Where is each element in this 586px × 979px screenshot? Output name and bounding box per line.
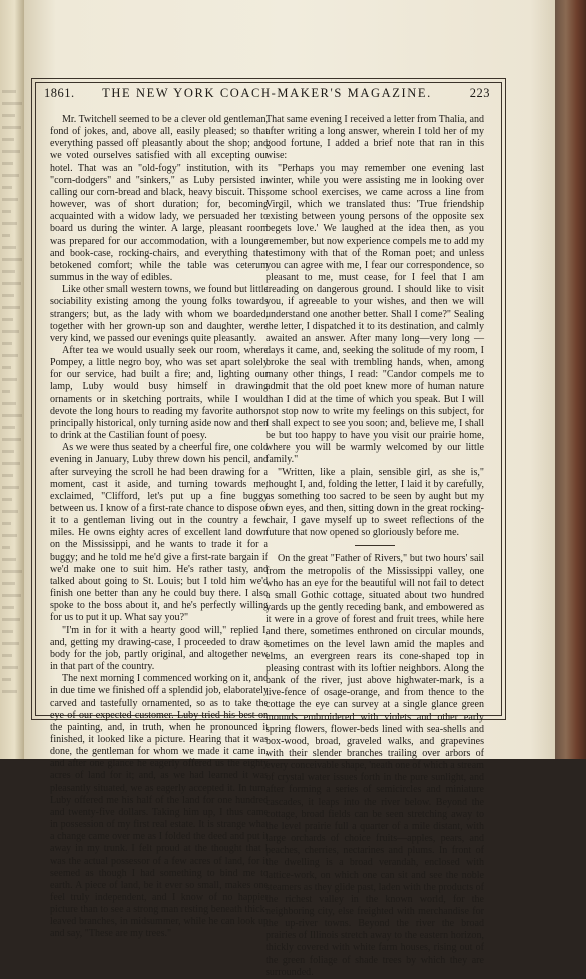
header-year: 1861. — [44, 86, 75, 100]
show-through-line — [2, 450, 14, 453]
right-column — [266, 114, 484, 979]
show-through-line — [2, 474, 13, 477]
paragraph: On the great "Father of Rivers," but two hours' sail from the metropolis of the Mississippi valley, one who has an eye for the beautiful will not fail to detect a small Gothic cottage, situated about two hundred yards up the gently receding bank, and embowered as it were in a grove of forest and fruit trees, while here and there, sometimes enthroned on circular mounds, sometimes on the level lawn amid the maples and elms, an evergreen rears its cone-shaped top in pleasing contrast with its loftier neighbors. Along the bank of the river, just above highwater-mark, is a live-fence of osage-orange, and from thence to the cottage the eye can survey at a single glance green mounds embroidered with violets and other early spring flowers, flower-beds lined with sea-shells and box-wood, broad, graveled walks, and grapevines with their slender branches trailing over arbors of every conceivable shape, 'neath one of which a stream of crystal water issues forth in the pure sunlight, and after forming a series of semicircles and miniature cascades, it leaps into the river below. Beyond the cottage, broad fields can be seen stretching away to the level prairie full a quarter of a mile distant, with large orchards of choice fruits—apples, pears, and peaches, cherries, nectarines and plums. In front of the dwelling is a broad verandah, enclosed with lattice-work, on which one can sit and see the noble steamers as they glide past, laden with the products of the richest valley in the known world, for the neighboring city, else freighted with merchandise for the up-river towns. Beyond the river the broad prairies of Illinois stretch away to the eastern horizon, thickly covered with white farm houses, rising out of the green foliage of shade trees by which they are surrounded. — [266, 553, 484, 978]
show-through-line — [2, 306, 20, 309]
show-through-line — [2, 354, 18, 357]
paragraph: After tea we would usually seek our room, where Pompey, a little negro boy, who was set apart solely for our service, had built a fire; and, lighting our lamp, Luby would busy himself in drawing ornaments or in sketching portraits, while I would devote the long hours to reading my favorite authors, principally historical, only turning aside now and then to drink at the Castilian fount of poesy. — [50, 344, 268, 442]
paragraph: The next morning I commenced working on it, and in due time we finished off a splendid job, elaborately carved and tastefully ornamented, so as to take the eye of our expected customer. Luby tried his best on the painting, and, in truth, when he pronounced it finished, it looked like a picture. Hearing that it was done, the gentleman for whom we made it came in, and after one glance he eagerly offered us the eighty acres of land for it; and, as we had learned it was pleasantly situated, we as eagerly accepted it. In turn, Luby offered me his half of the land for one hundred and twenty-five dollars. Taking him up, I thus came in possession of my first real estate. It is strange what a change came over me as I folded the deed and put it away in my trunk. I felt proud at the thought that I was the actual possessor of a few acres of land, for it seemed as though I had something to bind me to earth. A piece of land, be it ever so small, makes one feel truly independent, and I know of no happier picture than to see a strong man resting beneath thick-leaved branches, in midsummer, while he can look up and say, "These are my trees." — [50, 673, 268, 940]
show-through-line — [2, 678, 11, 681]
show-through-line — [2, 198, 18, 201]
show-through-line — [2, 162, 13, 165]
section-divider — [355, 545, 395, 546]
running-header — [36, 82, 498, 102]
show-through-line — [2, 534, 17, 537]
show-through-line — [2, 126, 21, 129]
paragraph: "I'm in for it with a hearty good will," replied I, and, getting my drawing-case, I proceeded to draw a body for the job, partly original, and altogether new in that part of the country. — [50, 624, 268, 673]
show-through-line — [2, 642, 19, 645]
show-through-line — [2, 222, 17, 225]
show-through-line — [2, 438, 21, 441]
show-through-line — [2, 654, 12, 657]
show-through-line — [2, 150, 20, 153]
show-through-line — [2, 378, 17, 381]
show-through-line — [2, 294, 14, 297]
show-through-line — [2, 546, 10, 549]
show-through-line — [2, 582, 15, 585]
show-through-line — [2, 174, 19, 177]
left-column — [50, 114, 268, 941]
show-through-line — [2, 114, 15, 117]
show-through-line — [2, 402, 16, 405]
paragraph: Mr. Twitchell seemed to be a clever old gentleman, fond of jokes, and, above all, easily pleased; so that everything passed off pleasantly about the shop; and we voted ourselves satisfied with all excepting our hotel. That was an "old-fogy" institution, with its "corn-dodgers" and "sinkers," as Luby persisted in calling our corn-bread and black, heavy biscuit. This, however, was of short duration; for, becoming acquainted with a widow lady, we persuaded her to board us during the winter. A large, pleasant room was prepared for our accommodation, with a lounge and book-case, rocking-chairs, and everything that betokened comfort; while the table was ceterum summus in the way of edibles. — [50, 114, 268, 284]
show-through-line — [2, 666, 18, 669]
show-through-line — [2, 234, 10, 237]
show-through-line — [2, 342, 12, 345]
page-number: 223 — [469, 86, 490, 100]
header-title: THE NEW YORK COACH-MAKER'S MAGAZINE. — [102, 86, 432, 100]
show-through-line — [2, 510, 18, 513]
book-spine-edge — [555, 0, 586, 759]
show-through-line — [2, 522, 11, 525]
paragraph: "Written, like a plain, sensible girl, as she is," thought I, and, folding the letter, I laid it by carefully, as something too sacred to be seen by aught but my own eyes, and then, sitting down in the great rocking-chair, I gave myself up to sweet reflections of the future that now opened so gloriously before me. — [266, 466, 484, 539]
show-through-line — [2, 486, 19, 489]
show-through-line — [2, 270, 15, 273]
show-through-line — [2, 282, 21, 285]
show-through-line — [2, 186, 12, 189]
show-through-line — [2, 630, 13, 633]
paragraph: Like other small western towns, we found but little sociability existing among the young folks towards strangers; but, as the lady with whom we boarded, together with her grown-up son and daughter, were very kind, we passed our evenings quite pleasantly. — [50, 284, 268, 344]
show-through-line — [2, 90, 16, 93]
show-through-line — [2, 618, 20, 621]
show-through-line — [2, 594, 21, 597]
show-through-line — [2, 318, 13, 321]
show-through-line — [2, 138, 14, 141]
show-through-line — [2, 498, 12, 501]
show-through-line — [2, 414, 22, 417]
paragraph: As we were thus seated by a cheerful fire, one cold evening in January, Luby threw down his pencil, and after surveying the scroll he had been drawing for a moment, cast it aside, and turning towards me, exclaimed, "Clifford, let's put up a fine buggy between us. I know of a first-rate chance to dispose of it to a gentleman living out in the country a few miles. He owns eighty acres of excellent land down on the Mississippi, and he wants to trade it for a buggy; and he told me he'd give a first-rate bargain if we'd make one to suit him. He's rather tasty, and talked about going to St. Louis; but I told him we'd finish one better than any he could buy there. I also spoke to the boss about it, and he's perfectly willing for us to put it up. What say you?" — [50, 442, 268, 624]
show-through-line — [2, 210, 11, 213]
paragraph: "Perhaps you may remember one evening last winter, while you were assisting me in looking over some school exercises, we came across a line from Virgil, which we translated thus: 'True friendship existing between young persons of the opposite sex begets love.' We laughed at the idea then, as you remember, but now experience compels me to add my testimony with that of the Roman poet; and unless you can agree with me, I fear our correspondence, so pleasant to me, must cease, for I feel that I am treading on dangerous ground. I should like to visit you, if agreeable to your wishes, and then we will understand one another better. Shall I come?" Sealing the letter, I dispatched it to its destination, and calmly awaited an answer. After many long—very long —days it came, and, seeking the solitude of my room, I broke the seal with trembling hands, when, among many other things, I read: "Candor compels me to admit that the old poet knew more of human nature than I did at the time of which you speak. But I will not stop now to write my feelings on this subject, for I shall expect to see you soon; and, believe me, I shall be but too happy to have you visit our prairie home, where you will be warmly welcomed by our little family." — [266, 162, 484, 466]
show-through-line — [2, 366, 11, 369]
show-through-line — [2, 102, 22, 105]
show-through-line — [2, 558, 16, 561]
show-through-line — [2, 462, 20, 465]
show-through-line — [2, 258, 22, 261]
adjacent-left-page — [0, 0, 24, 759]
show-through-line — [2, 570, 22, 573]
show-through-line — [2, 690, 17, 693]
paragraph: That same evening I received a letter from Thalia, and after writing a long answer, wherein I told her of my good fortune, I added a brief note that ran in this wise: — [266, 114, 484, 162]
show-through-line — [2, 390, 10, 393]
show-through-line — [2, 606, 14, 609]
show-through-line — [2, 426, 15, 429]
show-through-line — [2, 246, 16, 249]
show-through-line — [2, 330, 19, 333]
